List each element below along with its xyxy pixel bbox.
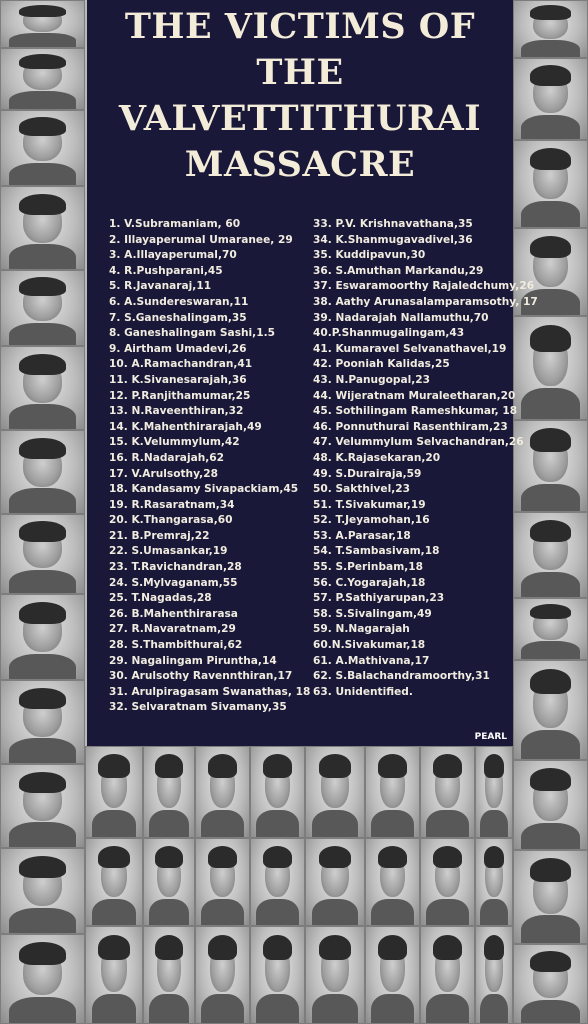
victim-entry: 6. A.Sundereswaran,11 bbox=[109, 295, 249, 308]
victim-photo bbox=[305, 838, 365, 926]
victim-photo bbox=[0, 110, 85, 186]
victim-photo bbox=[143, 838, 195, 926]
victim-photo bbox=[0, 270, 85, 346]
victim-entry: 1. V.Subramaniam, 60 bbox=[109, 218, 241, 230]
victims-list-right bbox=[313, 217, 538, 700]
victim-entry: 3. A.Illayaperumal,70 bbox=[109, 249, 237, 262]
victim-photo bbox=[0, 346, 85, 430]
victim-entry: 63. Unidentified. bbox=[313, 685, 413, 698]
victim-entry: 12. P.Ranjithamumar,25 bbox=[109, 389, 251, 402]
victim-entry: 10. A.Ramachandran,41 bbox=[109, 358, 253, 371]
victim-entry: 38. Aathy Arunasalamparamsothy, 17 bbox=[313, 295, 538, 308]
victim-photo bbox=[0, 680, 85, 764]
victim-photo bbox=[513, 0, 588, 58]
victim-entry: 46. Ponnuthurai Rasenthiram,23 bbox=[313, 420, 508, 433]
victim-photo bbox=[250, 746, 305, 838]
victim-entry: 30. Arulsothy Ravennthiran,17 bbox=[109, 670, 293, 683]
victim-entry: 29. Nagalingam Piruntha,14 bbox=[109, 654, 277, 667]
victim-photo bbox=[195, 926, 250, 1024]
victim-photo bbox=[513, 58, 588, 140]
victim-photo bbox=[420, 746, 475, 838]
victim-photo bbox=[513, 140, 588, 228]
victim-photo bbox=[513, 850, 588, 944]
victim-entry: 18. Kandasamy Sivapackiam,45 bbox=[109, 483, 299, 496]
victim-entry: 20. K.Thangarasa,60 bbox=[109, 514, 233, 527]
pearl-watermark: PEARL bbox=[474, 732, 507, 742]
victim-photo bbox=[85, 838, 143, 926]
victims-panel bbox=[87, 0, 538, 746]
victim-entry: 24. S.Mylvaganam,55 bbox=[109, 576, 238, 589]
victim-photo bbox=[143, 926, 195, 1024]
victim-photo bbox=[0, 514, 85, 594]
victim-entry: 49. S.Durairaja,59 bbox=[313, 467, 422, 480]
victim-photo bbox=[0, 848, 85, 934]
victims-list-left bbox=[109, 217, 310, 716]
victim-photo bbox=[0, 0, 85, 48]
victim-entry: 26. B.Mahenthirarasa bbox=[109, 607, 238, 620]
victim-photo bbox=[0, 594, 85, 680]
victim-entry: 21. B.Premraj,22 bbox=[109, 529, 210, 542]
victim-photo bbox=[0, 764, 85, 848]
title-line: MASSACRE bbox=[184, 144, 416, 185]
victim-photo bbox=[143, 746, 195, 838]
victim-photo bbox=[475, 746, 513, 838]
victim-entry: 51. T.Sivakumar,19 bbox=[313, 498, 426, 511]
victim-entry: 61. A.Mathivana,17 bbox=[313, 654, 430, 667]
victim-entry: 14. K.Mahenthirarajah,49 bbox=[109, 420, 262, 433]
victim-entry: 22. S.Umasankar,19 bbox=[109, 545, 228, 558]
victim-entry: 27. R.Navaratnam,29 bbox=[109, 623, 236, 636]
victim-entry: 37. Eswaramoorthy Rajaledchumy,26 bbox=[313, 280, 535, 293]
victim-entry: 48. K.Rajasekaran,20 bbox=[313, 451, 441, 464]
victim-entry: 39. Nadarajah Nallamuthu,70 bbox=[313, 311, 489, 324]
victim-entry: 34. K.Shanmugavadivel,36 bbox=[313, 233, 473, 246]
victim-photo bbox=[0, 430, 85, 514]
victim-entry: 42. Pooniah Kalidas,25 bbox=[313, 358, 450, 371]
victim-photo bbox=[305, 926, 365, 1024]
victim-photo bbox=[513, 760, 588, 850]
victim-photo bbox=[0, 186, 85, 270]
victim-entry: 45. Sothilingam Rameshkumar, 18 bbox=[313, 405, 518, 418]
victim-entry: 55. S.Perinbam,18 bbox=[313, 561, 423, 574]
victim-photo bbox=[0, 934, 85, 1024]
victim-photo bbox=[420, 838, 475, 926]
title-line: THE bbox=[256, 52, 344, 93]
title-line: THE VICTIMS OF bbox=[124, 6, 476, 47]
victim-photo bbox=[195, 838, 250, 926]
victim-entry: 19. R.Rasaratnam,34 bbox=[109, 498, 235, 511]
victim-entry: 57. P.Sathiyarupan,23 bbox=[313, 592, 445, 605]
victim-photo bbox=[365, 926, 420, 1024]
victim-entry: 9. Airtham Umadevi,26 bbox=[109, 342, 247, 355]
victim-entry: 58. S.Sivalingam,49 bbox=[313, 607, 432, 620]
victim-entry: 31. Arulpiragasam Swanathas, 18 bbox=[109, 685, 311, 698]
victim-entry: 15. K.Velummylum,42 bbox=[109, 436, 240, 449]
victim-entry: 11. K.Sivanesarajah,36 bbox=[109, 373, 247, 386]
victim-entry: 33. P.V. Krishnavathana,35 bbox=[313, 218, 473, 230]
victim-entry: 28. S.Thambithurai,62 bbox=[109, 639, 243, 652]
title-line: VALVETTITHURAI bbox=[118, 98, 482, 139]
victim-entry: 44. Wijeratnam Muraleetharan,20 bbox=[313, 389, 516, 402]
victim-entry: 16. R.Nadarajah,62 bbox=[109, 451, 225, 464]
victim-photo bbox=[250, 838, 305, 926]
victim-photo bbox=[305, 746, 365, 838]
victim-photo bbox=[513, 944, 588, 1024]
victim-photo bbox=[85, 746, 143, 838]
victim-entry: 25. T.Nagadas,28 bbox=[109, 592, 212, 605]
victim-entry: 40.P.Shanmugalingam,43 bbox=[313, 327, 465, 340]
victim-entry: 59. N.Nagarajah bbox=[313, 623, 410, 636]
victim-entry: 7. S.Ganeshalingam,35 bbox=[109, 311, 247, 324]
victim-photo bbox=[475, 838, 513, 926]
victim-entry: 43. N.Panugopal,23 bbox=[313, 373, 431, 386]
victim-entry: 36. S.Amuthan Markandu,29 bbox=[313, 264, 484, 277]
victim-entry: 13. N.Raveenthiran,32 bbox=[109, 405, 244, 418]
victim-entry: 32. Selvaratnam Sivamany,35 bbox=[109, 701, 287, 714]
victim-entry: 50. Sakthivel,23 bbox=[313, 483, 411, 496]
victim-entry: 5. R.Javanaraj,11 bbox=[109, 280, 212, 293]
victim-entry: 47. Velummylum Selvachandran,26 bbox=[313, 436, 524, 449]
victim-entry: 35. Kuddipavun,30 bbox=[313, 249, 426, 262]
victim-photo bbox=[250, 926, 305, 1024]
victim-photo bbox=[85, 926, 143, 1024]
victim-entry: 23. T.Ravichandran,28 bbox=[109, 561, 242, 574]
victim-entry: 62. S.Balachandramoorthy,31 bbox=[313, 670, 490, 683]
victim-entry: 41. Kumaravel Selvanathavel,19 bbox=[313, 342, 507, 355]
poster-title bbox=[87, 4, 513, 188]
victim-entry: 56. C.Yogarajah,18 bbox=[313, 576, 426, 589]
victim-entry: 2. Illayaperumal Umaranee, 29 bbox=[109, 233, 293, 246]
victim-entry: 8. Ganeshalingam Sashi,1.5 bbox=[109, 327, 275, 340]
victim-photo bbox=[365, 838, 420, 926]
victim-photo bbox=[0, 48, 85, 110]
victim-entry: 52. T.Jeyamohan,16 bbox=[313, 514, 430, 527]
victim-entry: 54. T.Sambasivam,18 bbox=[313, 545, 440, 558]
victim-entry: 60.N.Sivakumar,18 bbox=[313, 639, 426, 652]
victim-photo bbox=[420, 926, 475, 1024]
victim-entry: 4. R.Pushparani,45 bbox=[109, 264, 223, 277]
victim-photo bbox=[475, 926, 513, 1024]
victim-entry: 17. V.Arulsothy,28 bbox=[109, 467, 218, 480]
victim-photo bbox=[195, 746, 250, 838]
victim-entry: 53. A.Parasar,18 bbox=[313, 529, 411, 542]
victim-photo bbox=[365, 746, 420, 838]
